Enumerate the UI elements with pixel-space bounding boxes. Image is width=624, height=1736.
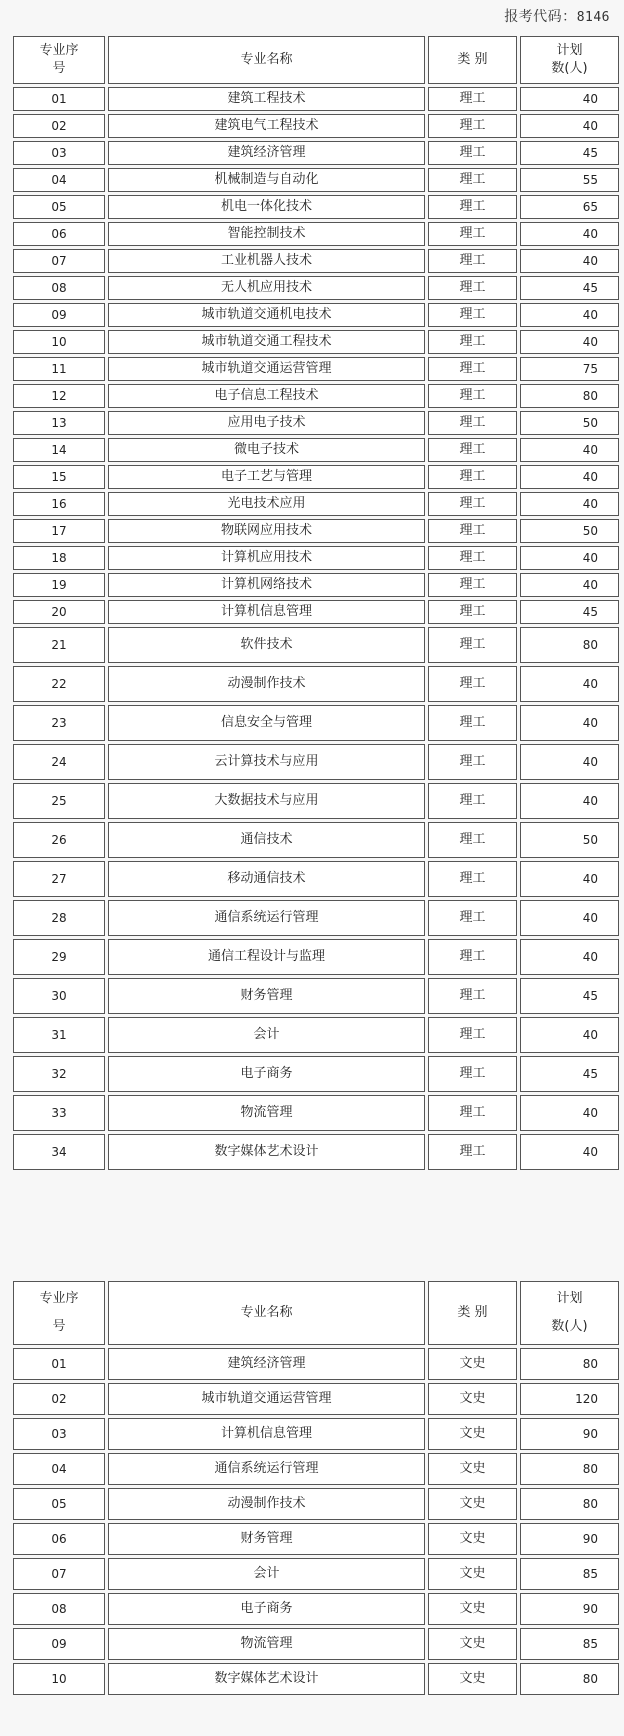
cell-plan: 40: [520, 249, 619, 273]
cell-seq: 07: [13, 249, 105, 273]
cell-name: 物联网应用技术: [108, 519, 425, 543]
cell-name: 移动通信技术: [108, 861, 425, 897]
cell-name: 建筑电气工程技术: [108, 114, 425, 138]
cell-category: 文史: [428, 1663, 517, 1695]
cell-seq: 18: [13, 546, 105, 570]
cell-seq: 12: [13, 384, 105, 408]
arts-table: [10, 1278, 622, 1698]
cell-plan: 80: [520, 1453, 619, 1485]
cell-category: 文史: [428, 1453, 517, 1485]
table-header-row: [13, 1281, 619, 1345]
cell-category: 理工: [428, 1017, 517, 1053]
cell-name: 建筑经济管理: [108, 141, 425, 165]
cell-plan: 40: [520, 87, 619, 111]
cell-seq: 20: [13, 600, 105, 624]
cell-name: 云计算技术与应用: [108, 744, 425, 780]
cell-category: 理工: [428, 978, 517, 1014]
science-table: [10, 33, 622, 1173]
cell-plan: 80: [520, 1663, 619, 1695]
cell-name: 城市轨道交通工程技术: [108, 330, 425, 354]
header-category: 类 别: [428, 36, 517, 84]
cell-name: 光电技术应用: [108, 492, 425, 516]
cell-name: 动漫制作技术: [108, 1488, 425, 1520]
cell-seq: 01: [13, 1348, 105, 1380]
cell-name: 数字媒体艺术设计: [108, 1134, 425, 1170]
table-row: [13, 384, 619, 408]
cell-seq: 01: [13, 87, 105, 111]
cell-category: 理工: [428, 411, 517, 435]
header-plan: 计划 数(人): [520, 1281, 619, 1345]
cell-category: 文史: [428, 1593, 517, 1625]
cell-seq: 26: [13, 822, 105, 858]
cell-seq: 02: [13, 114, 105, 138]
exam-code-value: 8146: [576, 10, 610, 25]
cell-category: 文史: [428, 1628, 517, 1660]
cell-seq: 17: [13, 519, 105, 543]
cell-name: 计算机信息管理: [108, 600, 425, 624]
cell-category: 文史: [428, 1558, 517, 1590]
cell-category: 理工: [428, 1056, 517, 1092]
table-row: [13, 438, 619, 462]
cell-plan: 40: [520, 546, 619, 570]
cell-seq: 04: [13, 1453, 105, 1485]
cell-category: 理工: [428, 357, 517, 381]
cell-name: 城市轨道交通机电技术: [108, 303, 425, 327]
cell-category: 文史: [428, 1383, 517, 1415]
cell-seq: 24: [13, 744, 105, 780]
cell-plan: 85: [520, 1628, 619, 1660]
cell-seq: 10: [13, 330, 105, 354]
table-row: [13, 1095, 619, 1131]
cell-plan: 85: [520, 1558, 619, 1590]
cell-name: 城市轨道交通运营管理: [108, 1383, 425, 1415]
table-row: [13, 492, 619, 516]
cell-plan: 40: [520, 573, 619, 597]
cell-name: 智能控制技术: [108, 222, 425, 246]
cell-name: 机电一体化技术: [108, 195, 425, 219]
header-name: 专业名称: [108, 36, 425, 84]
cell-name: 计算机网络技术: [108, 573, 425, 597]
cell-category: 文史: [428, 1523, 517, 1555]
cell-seq: 05: [13, 195, 105, 219]
cell-category: 理工: [428, 330, 517, 354]
cell-seq: 30: [13, 978, 105, 1014]
cell-category: 理工: [428, 783, 517, 819]
table-row: [13, 705, 619, 741]
cell-name: 物流管理: [108, 1628, 425, 1660]
cell-name: 会计: [108, 1017, 425, 1053]
cell-category: 理工: [428, 195, 517, 219]
cell-name: 建筑工程技术: [108, 87, 425, 111]
cell-category: 理工: [428, 141, 517, 165]
cell-name: 软件技术: [108, 627, 425, 663]
cell-plan: 45: [520, 978, 619, 1014]
cell-plan: 80: [520, 1348, 619, 1380]
cell-category: 理工: [428, 705, 517, 741]
cell-plan: 45: [520, 276, 619, 300]
cell-plan: 80: [520, 627, 619, 663]
cell-category: 文史: [428, 1418, 517, 1450]
table-header-row: [13, 36, 619, 84]
cell-plan: 90: [520, 1418, 619, 1450]
cell-name: 财务管理: [108, 978, 425, 1014]
table-row: [13, 978, 619, 1014]
table-row: [13, 411, 619, 435]
table-row: [13, 783, 619, 819]
cell-plan: 45: [520, 141, 619, 165]
cell-seq: 06: [13, 1523, 105, 1555]
cell-category: 理工: [428, 87, 517, 111]
cell-plan: 45: [520, 1056, 619, 1092]
cell-plan: 40: [520, 330, 619, 354]
cell-plan: 80: [520, 384, 619, 408]
cell-category: 理工: [428, 384, 517, 408]
cell-category: 理工: [428, 900, 517, 936]
table-row: [13, 114, 619, 138]
cell-category: 理工: [428, 303, 517, 327]
cell-name: 通信系统运行管理: [108, 1453, 425, 1485]
cell-name: 电子商务: [108, 1593, 425, 1625]
cell-name: 大数据技术与应用: [108, 783, 425, 819]
cell-seq: 22: [13, 666, 105, 702]
exam-code-label: 报考代码：: [504, 9, 577, 25]
cell-seq: 31: [13, 1017, 105, 1053]
cell-category: 理工: [428, 546, 517, 570]
cell-seq: 19: [13, 573, 105, 597]
cell-seq: 03: [13, 141, 105, 165]
cell-plan: 40: [520, 114, 619, 138]
header-seq: 专业序 号: [13, 1281, 105, 1345]
cell-seq: 06: [13, 222, 105, 246]
table-row: [13, 303, 619, 327]
table-row: [13, 1056, 619, 1092]
cell-name: 应用电子技术: [108, 411, 425, 435]
cell-plan: 40: [520, 465, 619, 489]
cell-name: 动漫制作技术: [108, 666, 425, 702]
table-row: [13, 1453, 619, 1485]
table-row: [13, 1017, 619, 1053]
cell-name: 物流管理: [108, 1095, 425, 1131]
cell-plan: 40: [520, 438, 619, 462]
header-name: 专业名称: [108, 1281, 425, 1345]
cell-name: 电子商务: [108, 1056, 425, 1092]
cell-name: 通信技术: [108, 822, 425, 858]
cell-seq: 08: [13, 276, 105, 300]
cell-seq: 27: [13, 861, 105, 897]
header-plan: 计划 数(人): [520, 36, 619, 84]
cell-seq: 28: [13, 900, 105, 936]
cell-plan: 40: [520, 222, 619, 246]
header-seq: 专业序 号: [13, 36, 105, 84]
cell-seq: 29: [13, 939, 105, 975]
cell-plan: 40: [520, 705, 619, 741]
table-row: [13, 1558, 619, 1590]
cell-category: 理工: [428, 492, 517, 516]
table-row: [13, 519, 619, 543]
cell-plan: 90: [520, 1523, 619, 1555]
cell-plan: 40: [520, 1134, 619, 1170]
table-row: [13, 1663, 619, 1695]
table-row: [13, 330, 619, 354]
table-row: [13, 168, 619, 192]
cell-name: 会计: [108, 1558, 425, 1590]
cell-seq: 21: [13, 627, 105, 663]
cell-plan: 55: [520, 168, 619, 192]
cell-name: 城市轨道交通运营管理: [108, 357, 425, 381]
table-row: [13, 1523, 619, 1555]
cell-category: 理工: [428, 168, 517, 192]
cell-plan: 40: [520, 492, 619, 516]
cell-plan: 40: [520, 303, 619, 327]
cell-plan: 65: [520, 195, 619, 219]
table-row: [13, 573, 619, 597]
cell-category: 理工: [428, 822, 517, 858]
cell-seq: 04: [13, 168, 105, 192]
table-row: [13, 1134, 619, 1170]
cell-category: 理工: [428, 573, 517, 597]
table-row: [13, 900, 619, 936]
cell-category: 理工: [428, 276, 517, 300]
cell-name: 财务管理: [108, 1523, 425, 1555]
table-row: [13, 195, 619, 219]
cell-category: 理工: [428, 465, 517, 489]
table-row: [13, 600, 619, 624]
table-row: [13, 744, 619, 780]
cell-category: 理工: [428, 438, 517, 462]
cell-plan: 40: [520, 861, 619, 897]
cell-seq: 09: [13, 303, 105, 327]
cell-seq: 10: [13, 1663, 105, 1695]
cell-name: 电子信息工程技术: [108, 384, 425, 408]
table-row: [13, 1348, 619, 1380]
cell-seq: 25: [13, 783, 105, 819]
cell-plan: 40: [520, 783, 619, 819]
table-row: [13, 939, 619, 975]
cell-plan: 40: [520, 1095, 619, 1131]
cell-category: 理工: [428, 519, 517, 543]
cell-plan: 40: [520, 744, 619, 780]
cell-category: 文史: [428, 1488, 517, 1520]
cell-seq: 02: [13, 1383, 105, 1415]
cell-name: 无人机应用技术: [108, 276, 425, 300]
cell-plan: 40: [520, 1017, 619, 1053]
cell-seq: 14: [13, 438, 105, 462]
cell-category: 理工: [428, 939, 517, 975]
table-row: [13, 1628, 619, 1660]
cell-seq: 09: [13, 1628, 105, 1660]
cell-category: 理工: [428, 600, 517, 624]
cell-plan: 40: [520, 666, 619, 702]
table-row: [13, 1418, 619, 1450]
cell-name: 工业机器人技术: [108, 249, 425, 273]
table-row: [13, 249, 619, 273]
table-row: [13, 222, 619, 246]
table-row: [13, 141, 619, 165]
table-row: [13, 1488, 619, 1520]
cell-name: 微电子技术: [108, 438, 425, 462]
cell-category: 理工: [428, 1095, 517, 1131]
cell-category: 文史: [428, 1348, 517, 1380]
cell-plan: 40: [520, 939, 619, 975]
cell-category: 理工: [428, 222, 517, 246]
cell-name: 电子工艺与管理: [108, 465, 425, 489]
cell-seq: 07: [13, 1558, 105, 1590]
cell-plan: 120: [520, 1383, 619, 1415]
table-row: [13, 465, 619, 489]
cell-seq: 08: [13, 1593, 105, 1625]
cell-seq: 34: [13, 1134, 105, 1170]
cell-plan: 90: [520, 1593, 619, 1625]
cell-seq: 23: [13, 705, 105, 741]
cell-category: 理工: [428, 249, 517, 273]
table-row: [13, 357, 619, 381]
cell-seq: 15: [13, 465, 105, 489]
cell-seq: 32: [13, 1056, 105, 1092]
table-row: [13, 546, 619, 570]
cell-seq: 03: [13, 1418, 105, 1450]
cell-plan: 50: [520, 411, 619, 435]
cell-name: 通信系统运行管理: [108, 900, 425, 936]
cell-category: 理工: [428, 666, 517, 702]
table-row: [13, 627, 619, 663]
cell-seq: 11: [13, 357, 105, 381]
cell-seq: 33: [13, 1095, 105, 1131]
cell-plan: 75: [520, 357, 619, 381]
table-row: [13, 1383, 619, 1415]
table-row: [13, 861, 619, 897]
cell-category: 理工: [428, 114, 517, 138]
exam-code: [504, 6, 610, 26]
cell-name: 计算机信息管理: [108, 1418, 425, 1450]
cell-plan: 80: [520, 1488, 619, 1520]
cell-name: 计算机应用技术: [108, 546, 425, 570]
table-row: [13, 822, 619, 858]
cell-plan: 45: [520, 600, 619, 624]
cell-seq: 13: [13, 411, 105, 435]
cell-seq: 05: [13, 1488, 105, 1520]
cell-name: 通信工程设计与监理: [108, 939, 425, 975]
cell-seq: 16: [13, 492, 105, 516]
table-row: [13, 666, 619, 702]
cell-plan: 50: [520, 822, 619, 858]
cell-plan: 50: [520, 519, 619, 543]
cell-name: 信息安全与管理: [108, 705, 425, 741]
cell-category: 理工: [428, 861, 517, 897]
cell-category: 理工: [428, 1134, 517, 1170]
cell-name: 建筑经济管理: [108, 1348, 425, 1380]
header-category: 类 别: [428, 1281, 517, 1345]
table-row: [13, 1593, 619, 1625]
cell-category: 理工: [428, 744, 517, 780]
cell-name: 机械制造与自动化: [108, 168, 425, 192]
cell-category: 理工: [428, 627, 517, 663]
table-row: [13, 276, 619, 300]
table-row: [13, 87, 619, 111]
cell-name: 数字媒体艺术设计: [108, 1663, 425, 1695]
cell-plan: 40: [520, 900, 619, 936]
